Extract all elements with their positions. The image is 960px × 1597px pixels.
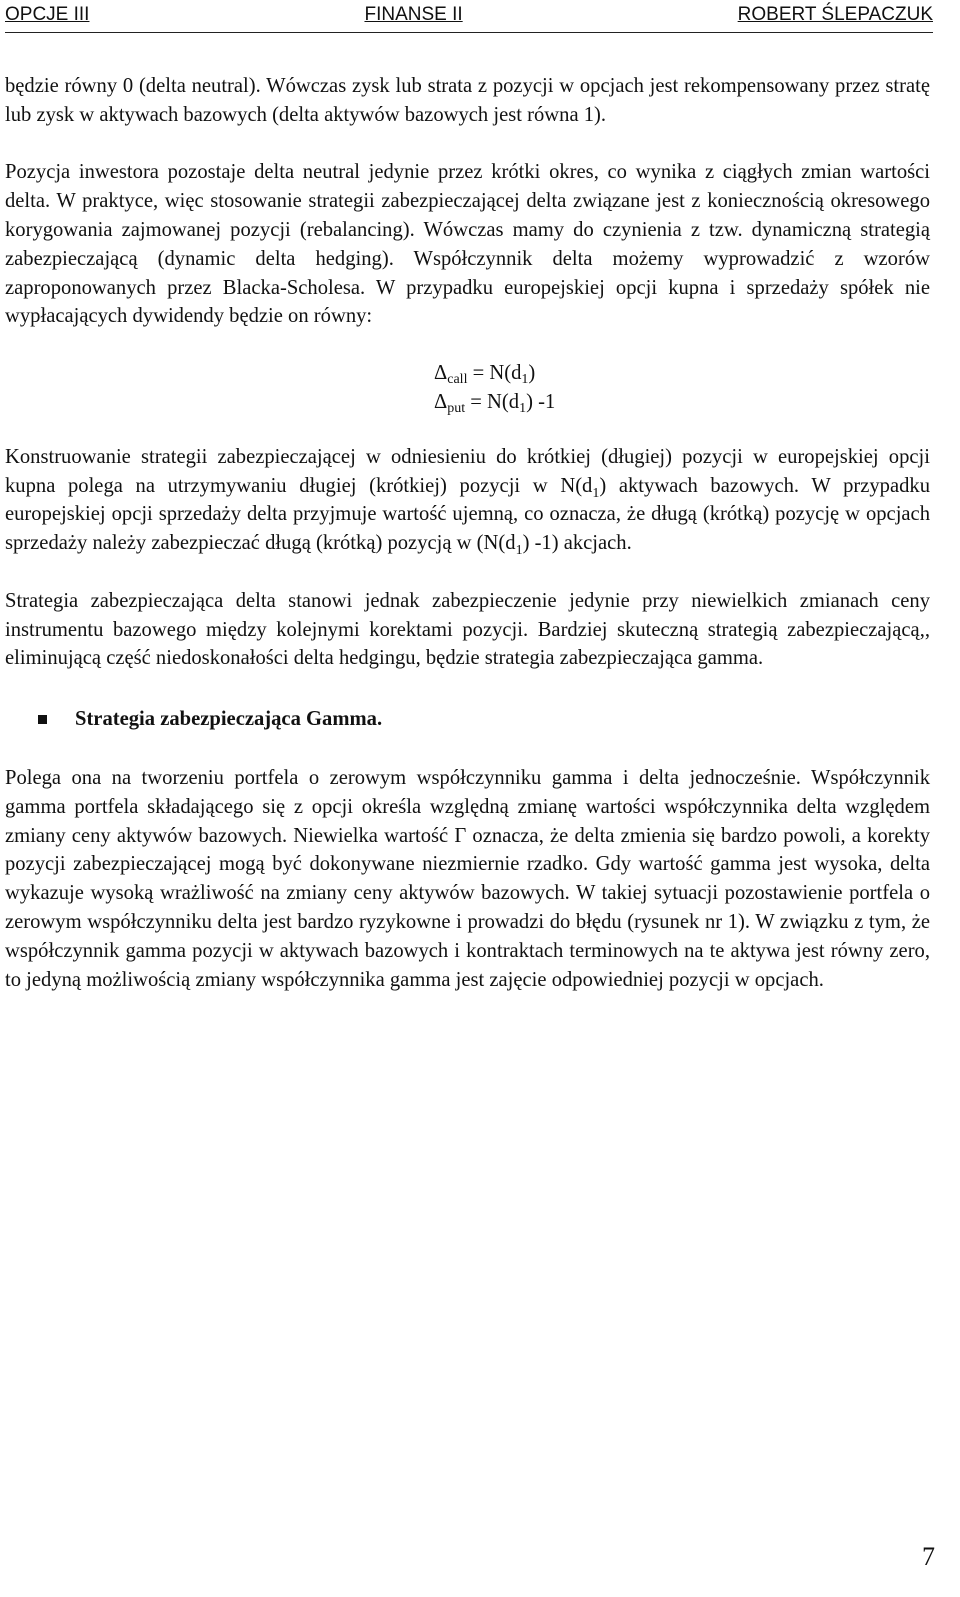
section-heading-text: Strategia zabezpieczająca Gamma. — [75, 708, 383, 731]
square-bullet-icon — [38, 715, 47, 724]
paragraph: Polega ona na tworzeniu portfela o zerowym współczynniku gamma i delta jednocześnie. Współczynnik gamma portfela składającego się z opcji określa względną zmianę wartości współczynnika delta względem zmiany ceny aktywów bazowych. Niewielka wartość Γ oznacza, że delta zmienia się bardzo powoli, a korekty pozycji zabezpieczającej mogą być dokonywane niezmiernie rzadko. Gdy wartość gamma jest wysoka, delta wykazuje wysoką wrażliwość na zmiany ceny aktywów bazowych. W takiej sytuacji pozostawienie portfela o zerowym współczynniku delta jest bardzo ryzykowne i prowadzi do błędu (rysunek nr 1). W związku z tym, że współczynnik gamma pozycji w aktywach bazowych i kontraktach terminowych na te aktywa jest równy zero, to jedyną możliwością zmiany współczynnika gamma jest zajęcie odpowiedniej pozycji w opcjach. — [5, 766, 930, 991]
page-header — [5, 2, 933, 33]
formula-put: $\Delta_{put} = N(d_1)$ -1 — [434, 390, 556, 416]
delta-formulas — [5, 359, 930, 417]
section-heading — [5, 705, 930, 734]
formula-call: $\Delta_{call} = N(d_1)$ — [434, 362, 536, 388]
paragraph: Strategia zabezpieczająca delta stanowi jednak zabezpieczenie jedynie przy niewielkich zmianach ceny instrumentu bazowego między kolejnymi korektami pozycji. Bardziej skuteczną strategią zabezpieczającą,, eliminującą część niedoskonałości delta hedgingu, będzie strategia zabezpieczająca gamma. — [5, 589, 930, 670]
header-center: FINANSE II — [364, 4, 463, 25]
header-left: OPCJE III — [5, 4, 90, 25]
paragraph: będzie równy 0 (delta neutral). Wówczas zysk lub strata z pozycji w opcjach jest rekompensowany przez stratę lub zysk w aktywach bazowych (delta aktywów bazowych jest równa 1). — [5, 75, 930, 126]
paragraph: Konstruowanie strategii zabezpieczającej w odniesieniu do krótkiej (długiej) pozycji w europejskiej opcji kupna polega na utrzymywaniu długiej (krótkiej) pozycji w $N(d_1)$ aktywach bazowych. W przypadku europejskiej opcji sprzedaży delta przyjmuje wartość ujemną, co oznacza, że długą (krótką) pozycję w opcjach sprzedaży należy zabezpieczać długą (krótką) pozycją w ($N(d_1)$ -1) akcjach. — [5, 445, 930, 559]
header-right: ROBERT ŚLEPACZUK — [737, 4, 933, 25]
page-number: 7 — [922, 1542, 935, 1571]
paragraph: Pozycja inwestora pozostaje delta neutral jedynie przez krótki okres, co wynika z ciągłych zmian wartości delta. W praktyce, więc stosowanie strategii zabezpieczającej delta związane jest z koniecznością okresowego korygowania zajmowanej pozycji (rebalancing). Wówczas mamy do czynienia z tzw. dynamiczną strategią zabezpieczającą (dynamic delta hedging). Współczynnik delta możemy wyprowadzić z wzorów zaproponowanych przez Blacka-Scholesa. W przypadku europejskiej opcji kupna i sprzedaży spółek nie wypłacających dywidendy będzie on równy: — [5, 161, 930, 328]
page-body — [5, 72, 930, 994]
